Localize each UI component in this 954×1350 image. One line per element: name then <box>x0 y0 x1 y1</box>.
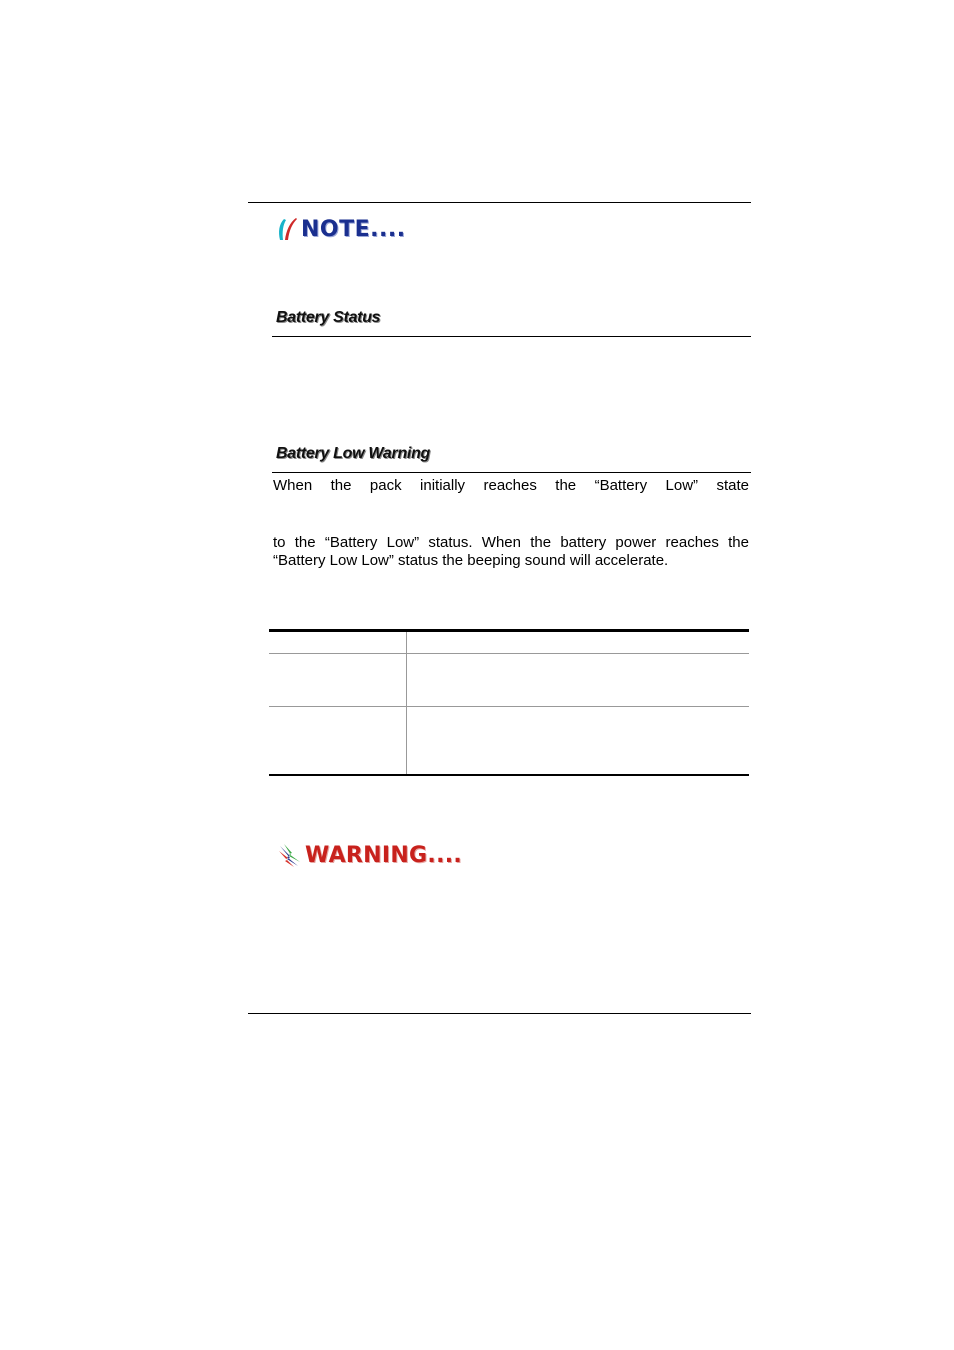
table-top-rule <box>269 629 749 632</box>
battery-low-paragraph-line1: When the pack initially reaches the “Battery Low” state <box>273 477 749 494</box>
table-header-rule <box>269 653 749 654</box>
warning-lightning-icon <box>278 842 302 868</box>
table-row-rule <box>269 706 749 707</box>
battery-status-heading: Battery Status <box>276 309 381 326</box>
battery-status-table <box>269 629 749 777</box>
table-bottom-rule <box>269 774 749 776</box>
top-divider <box>248 202 751 203</box>
note-callout <box>276 214 406 244</box>
battery-status-underline <box>272 336 751 337</box>
battery-low-warning-heading: Battery Low Warning <box>276 445 431 462</box>
battery-low-paragraph: to the “Battery Low” status. When the battery power reaches the “Battery Low Low” status the beeping sound will accelerate. <box>273 534 749 569</box>
warning-label: WARNING.... <box>305 842 463 868</box>
bottom-divider <box>248 1013 751 1014</box>
warning-callout <box>278 840 462 870</box>
note-label: NOTE.... <box>301 216 406 242</box>
battery-low-warning-underline <box>272 472 751 473</box>
note-check-icon <box>276 216 298 242</box>
